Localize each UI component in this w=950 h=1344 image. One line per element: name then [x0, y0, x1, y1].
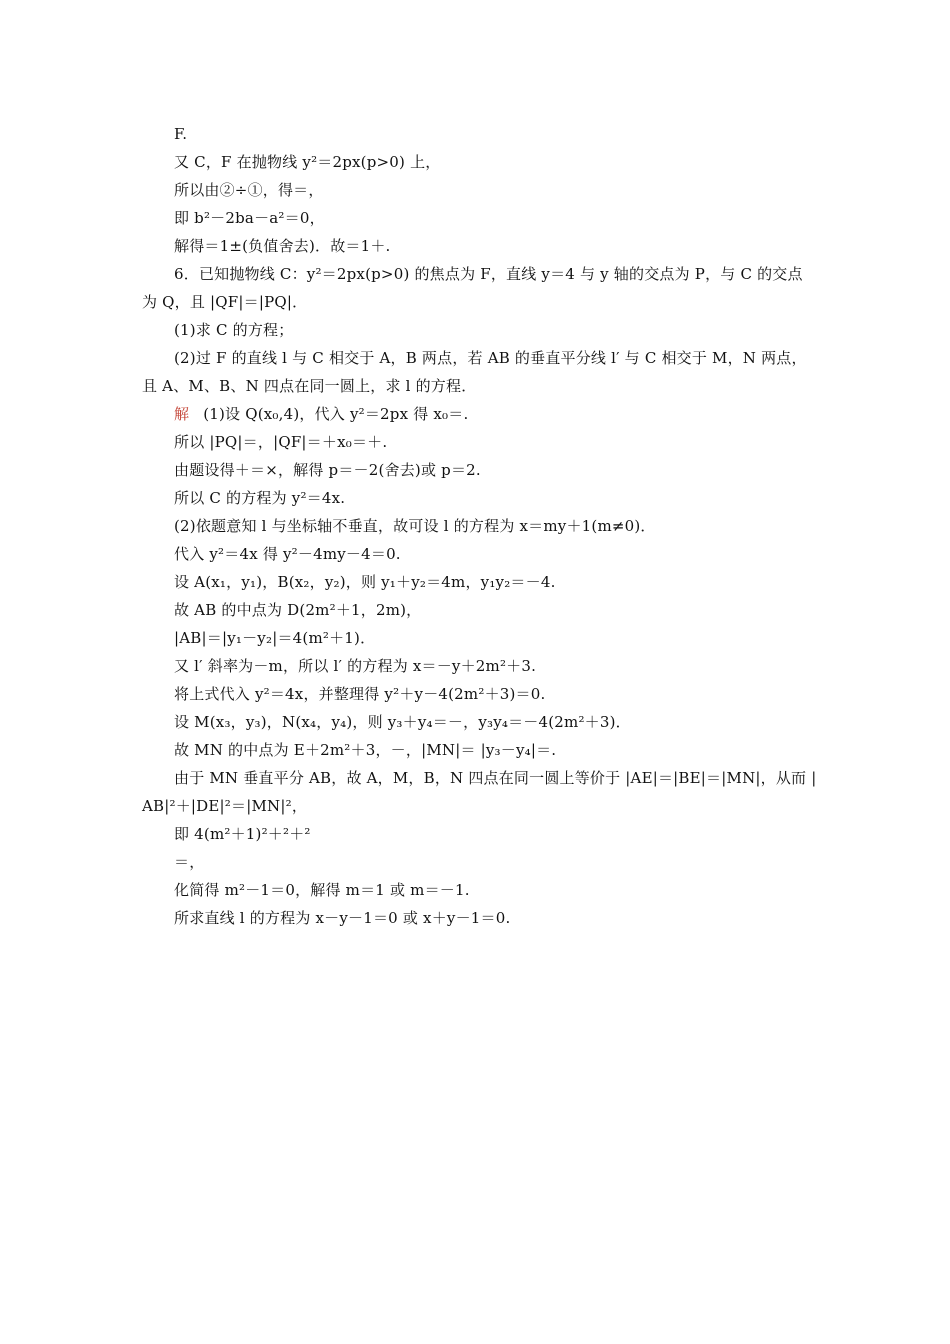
line-text: 化简得 m²－1＝0，解得 m＝1 或 m＝－1. — [174, 881, 470, 899]
text-line — [0, 540, 950, 568]
text-line — [0, 652, 950, 680]
text-line — [0, 428, 950, 456]
line-text: (1)求 C 的方程； — [174, 321, 294, 339]
solution-label: 解 — [174, 405, 190, 423]
text-line — [0, 792, 950, 820]
text-line — [0, 260, 950, 288]
line-text: 代入 y²＝4x 得 y²－4my－4＝0. — [174, 545, 401, 563]
text-line — [0, 568, 950, 596]
text-line — [0, 400, 950, 428]
text-line — [0, 288, 950, 316]
line-text: 将上式代入 y²＝4x，并整理得 y²＋y－4(2m²＋3)＝0. — [174, 685, 546, 703]
text-line — [0, 596, 950, 624]
line-text: 即 b²－2ba－a²＝0， — [174, 209, 325, 227]
line-text: 又 l′ 斜率为－m，所以 l′ 的方程为 x＝－y＋2m²＋3. — [174, 657, 537, 675]
text-line — [0, 344, 950, 372]
text-line — [0, 484, 950, 512]
line-text: 且 A、M、B、N 四点在同一圆上，求 l 的方程． — [142, 377, 477, 395]
line-text: 解得＝1±(负值舍去)．故＝1＋. — [174, 237, 391, 255]
text-line — [0, 736, 950, 764]
line-text: 故 AB 的中点为 D(2m²＋1，2m)， — [174, 601, 422, 619]
text-line — [0, 148, 950, 176]
text-line — [0, 456, 950, 484]
line-text: 为 Q，且 |QF|＝|PQ|． — [142, 293, 308, 311]
text-line — [0, 904, 950, 932]
line-text: AB|²＋|DE|²＝|MN|²， — [142, 797, 308, 815]
text-line — [0, 512, 950, 540]
line-text: (1)设 Q(x₀,4)，代入 y²＝2px 得 x₀＝. — [203, 405, 469, 423]
line-text: 由于 MN 垂直平分 AB，故 A，M，B，N 四点在同一圆上等价于 |AE|＝|BE|＝|MN|，从而 | — [174, 769, 817, 787]
line-text: 所求直线 l 的方程为 x－y－1＝0 或 x＋y－1＝0. — [174, 909, 511, 927]
text-line — [0, 820, 950, 848]
text-line — [0, 624, 950, 652]
text-line — [0, 708, 950, 736]
text-line — [0, 316, 950, 344]
line-text: 故 MN 的中点为 E＋2m²＋3，－，|MN|＝ |y₃－y₄|＝. — [174, 741, 557, 759]
text-line — [0, 876, 950, 904]
document-body — [0, 120, 950, 932]
line-text: 即 4(m²＋1)²＋²＋² — [174, 825, 311, 843]
line-text: 由题设得＋＝×，解得 p＝－2(舍去)或 p＝2. — [174, 461, 481, 479]
line-text: 设 A(x₁，y₁)，B(x₂，y₂)，则 y₁＋y₂＝4m，y₁y₂＝－4. — [174, 573, 556, 591]
text-line — [0, 764, 950, 792]
text-line — [0, 372, 950, 400]
line-text: 所以由②÷①，得＝， — [174, 181, 324, 199]
line-text: ＝， — [174, 853, 205, 871]
text-line — [0, 176, 950, 204]
line-text: |AB|＝|y₁－y₂|＝4(m²＋1)． — [174, 629, 376, 647]
line-text: 所以 |PQ|＝，|QF|＝＋x₀＝＋. — [174, 433, 388, 451]
line-text: (2)过 F 的直线 l 与 C 相交于 A，B 两点，若 AB 的垂直平分线 l′ 与 C 相交于 M，N 两点， — [174, 349, 807, 367]
text-line — [0, 232, 950, 260]
text-line — [0, 680, 950, 708]
line-text: F. — [174, 125, 188, 143]
text-line — [0, 848, 950, 876]
line-text: 又 C，F 在抛物线 y²＝2px(p>0) 上， — [174, 153, 441, 171]
line-text: 设 M(x₃，y₃)，N(x₄，y₄)，则 y₃＋y₄＝－，y₃y₄＝－4(2m²＋3)． — [174, 713, 631, 731]
text-line — [0, 120, 950, 148]
line-text: 6．已知抛物线 C：y²＝2px(p>0) 的焦点为 F，直线 y＝4 与 y 轴的交点为 P，与 C 的交点 — [174, 265, 803, 283]
line-text: 所以 C 的方程为 y²＝4x. — [174, 489, 346, 507]
line-text: (2)依题意知 l 与坐标轴不垂直，故可设 l 的方程为 x＝my＋1(m≠0)． — [174, 517, 656, 535]
text-line — [0, 204, 950, 232]
